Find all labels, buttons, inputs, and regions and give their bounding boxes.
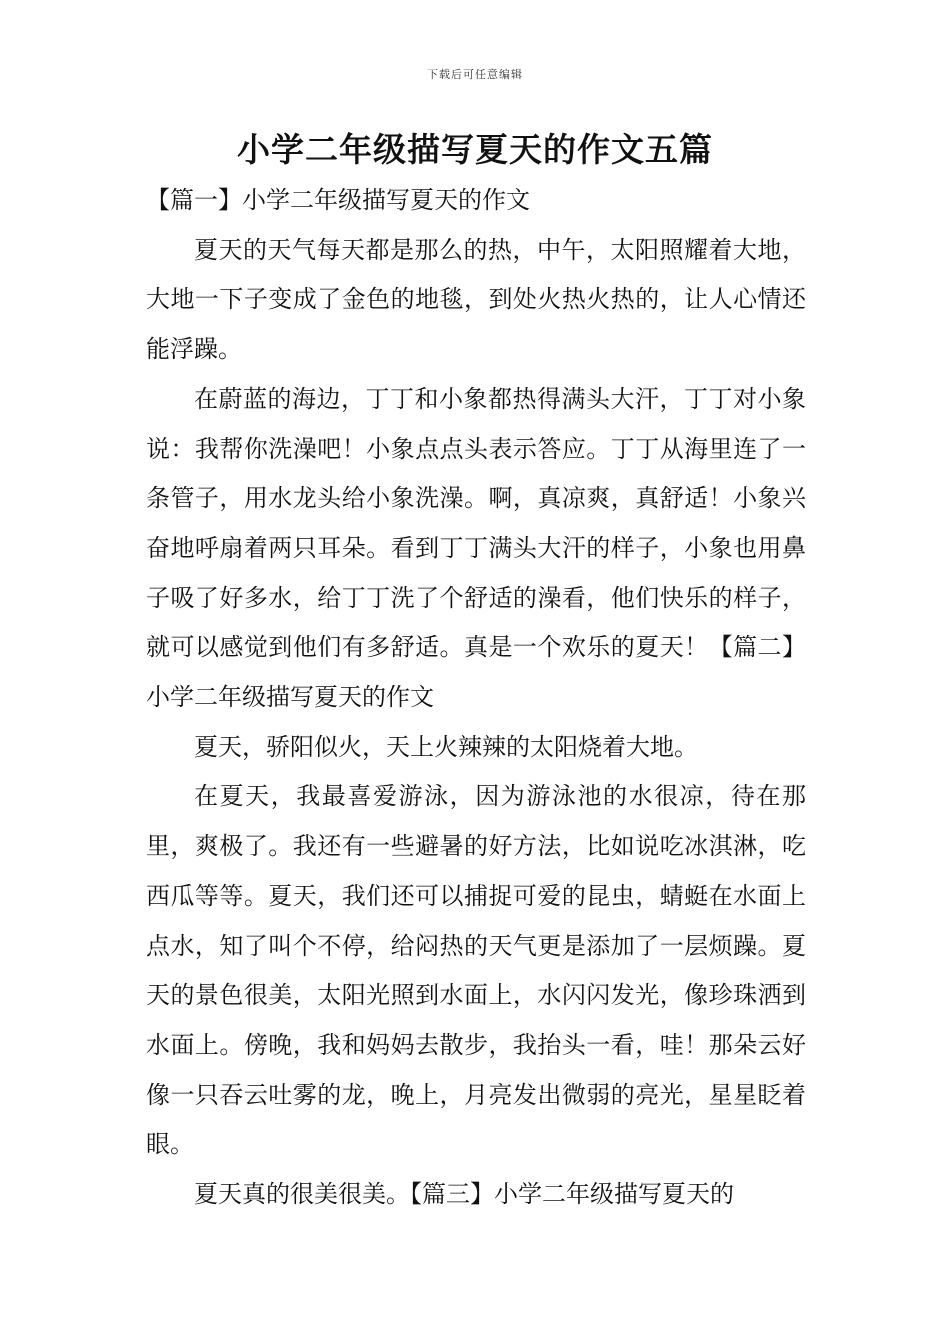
document-body [146,176,806,1220]
paragraph: 在夏天，我最喜爱游泳，因为游泳池的水很凉，待在那里，爽极了。我还有一些避暑的好方法，比如说吃冰淇淋，吃西瓜等等。夏天，我们还可以捕捉可爱的昆虫，蜻蜓在水面上点水，知了叫个不停，给闷热的天气更是添加了一层烦躁。夏天的景色很美，太阳光照到水面上，水闪闪发光，像珍珠洒到水面上。傍晚，我和妈妈去散步，我抬头一看，哇！那朵云好像一只吞云吐雾的龙，晚上，月亮发出微弱的亮光，星星眨着眼。 [146,782,806,1159]
paragraph: 夏天，骄阳似火，天上火辣辣的太阳烧着大地。 [194,732,698,761]
document-title: 小学二年级描写夏天的作文五篇 [237,130,713,169]
paragraph: 夏天真的很美很美。【篇三】小学二年级描写夏天的 [194,1180,734,1209]
header-note: 下载后可任意编辑 [427,68,523,81]
section-heading: 【篇一】小学二年级描写夏天的作文 [146,186,530,214]
paragraph: 在蔚蓝的海边，丁丁和小象都热得满头大汗，丁丁对小象说：我帮你洗澡吧！小象点点头表示答应。丁丁从海里连了一条管子，用水龙头给小象洗澡。啊，真凉爽，真舒适！小象兴奋地呼扇着两只耳朵。看到丁丁满头大汗的样子，小象也用鼻子吸了好多水，给丁丁洗了个舒适的澡看，他们快乐的样子，就可以感觉到他们有多舒适。真是一个欢乐的夏天！【篇二】小学二年级描写夏天的作文 [146,384,806,712]
paragraph: 夏天的天气每天都是那么的热，中午，太阳照耀着大地，大地一下子变成了金色的地毯，到处火热火热的，让人心情还能浮躁。 [146,235,806,364]
